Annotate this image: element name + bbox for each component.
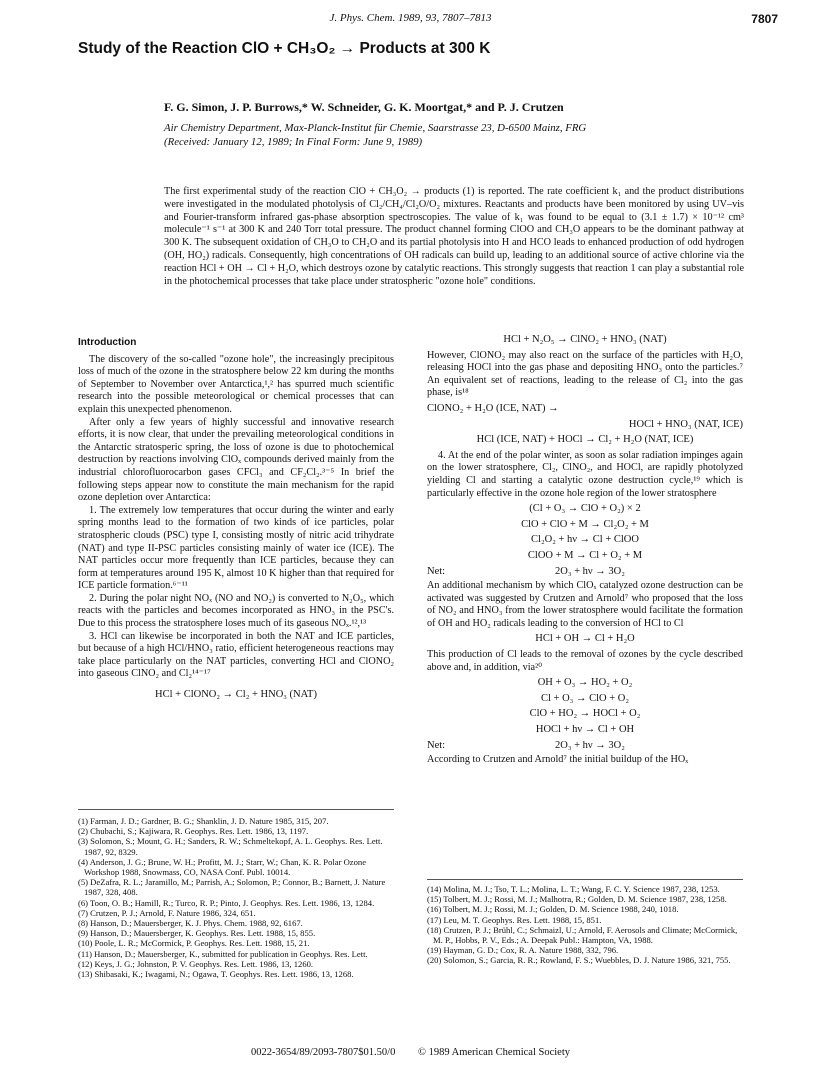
net-equation — [427, 740, 743, 753]
equation: 2O₃ + hν → 3O₂ — [555, 565, 625, 577]
page-number: 7807 — [751, 12, 778, 26]
references-right — [427, 884, 743, 966]
reference: (16) Tolbert, M. J.; Rossi, M. J.; Golden, D. M. Science 1988, 240, 1018. — [427, 904, 679, 915]
reference: (1) Farman, J. D.; Gardner, B. G.; Shanklin, J. D. Nature 1985, 315, 207. — [78, 816, 329, 826]
reference: (7) Crutzen, P. J.; Arnold, F. Nature 1986, 324, 651. — [78, 907, 256, 918]
equation: ClONO₂ + H₂O (ICE, NAT) → — [427, 402, 559, 414]
paragraph: According to Crutzen and Arnold⁷ the initial buildup of the HOₓ — [427, 754, 689, 766]
copyright: © 1989 American Chemical Society — [417, 1047, 571, 1058]
equation: OH + O₃ → HO₂ + O₂ — [537, 677, 633, 689]
references-left — [78, 816, 394, 979]
paragraph: However, ClONO₂ may also react on the surface of the particles with H₂O, releasing HOCl into the gas phase and depositing HNO₃ onto the particles.⁷ An equivalent set of reactions, leading to the release of Cl₂ into the gas phase, is¹⁸ — [427, 349, 743, 399]
paragraph: 2. During the polar night NOₓ (NO and NO₂) is converted to N₂O₅, which reacts with the particles and becomes incorporated as HNO₃ in the PSC's. Due to this process the stratosphere loses much of its gaseous NOₓ.¹²,¹³ — [78, 592, 394, 630]
reference: (13) Shibasaki, K.; Iwagami, N.; Ogawa, T. Geophys. Res. Lett. 1986, 13, 1268. — [78, 969, 354, 980]
reference: (6) Toon, O. B.; Hamill, R.; Turco, R. P.; Pinto, J. Geophys. Res. Lett. 1986, 13, 1284. — [78, 897, 375, 908]
paragraph: This production of Cl leads to the removal of ozones by the cycle described above and, in addition, via²⁰ — [427, 649, 743, 673]
equation: (Cl + O₃ → ClO + O₂) × 2 — [529, 503, 641, 515]
affiliation: Air Chemistry Department, Max-Planck-Institut für Chemie, Saarstrasse 23, D-6500 Mainz, FRG — [164, 122, 587, 134]
article-code: 0022-3654/89/2093-7807$01.50/0 — [250, 1047, 396, 1058]
net-label: Net: — [427, 739, 446, 751]
equation: HCl + N₂O₅ → ClNO₂ + HNO₃ (NAT) — [503, 334, 667, 345]
author-list: F. G. Simon, J. P. Burrows,* W. Schneider, G. K. Moortgat,* and P. J. Crutzen — [164, 100, 564, 114]
equation: HOCl + HNO₃ (NAT, ICE) — [628, 418, 743, 430]
equation: HCl + OH → Cl + H₂O — [535, 633, 635, 645]
reference: (18) Crutzen, P. J.; Brühl, C.; Schmaizl, U.; Arnold, F. Aerosols and Climate; McCormick, M. P., Hobbs, P. V., Eds.; A. Deepak Publ.: Hampton, VA, 1988. — [427, 924, 738, 946]
reference: (15) Tolbert, M. J.; Rossi, M. J.; Malhotra, R.; Golden, D. M. Science 1987, 238, 1258. — [427, 894, 727, 905]
reference: (10) Poole, L. R.; McCormick, P. Geophys. Res. Lett. 1988, 15, 21. — [78, 938, 310, 949]
equation: Cl₂O₂ + hν → Cl + ClOO — [531, 534, 639, 546]
reference: (9) Hanson, D.; Mauersberger, K. Geophys. Res. Lett. 1988, 15, 855. — [78, 928, 316, 939]
equation: HCl (ICE, NAT) + HOCl → Cl₂ + H₂O (NAT, ICE) — [476, 434, 694, 446]
reference: (19) Hayman, G. D.; Cox, R. A. Nature 1988, 332, 796. — [427, 945, 619, 956]
paragraph: The discovery of the so-called "ozone hole", the increasingly precipitous loss of much of the ozone in the stratosphere below 22 km during the months of September to November over Antarctica,¹,² has spurred much scientific research into the possible meteorological or chemical processes that can explain this unexpected phenomenon. — [78, 353, 394, 415]
abstract: The first experimental study of the reaction ClO + CH₃O₂ → products (1) is reported. The rate coefficient k₁ and the product distributions were investigated in the modulated photolysis of Cl₂/CH₄/Cl₂O/O₂ mixtures. Reactants and products have been monitored by using UV–vis and Fourier-transform infrared gas-phase absorption spectroscopies. The value of k₁ was found to be equal to (3.1 ± 1.7) × 10⁻¹² cm³ molecule⁻¹ s⁻¹ at 300 K and 240 Torr total pressure. The product channel forming ClOO and CH₃O appears to be the dominant pathway at 300 K. The subsequent oxidation of CH₃O to CH₂O and its partial photolysis into H and HCO leads to enhanced production of odd hydrogen (OH, HO₂) radicals. Consequently, high concentrations of OH radicals can build up, leading to an additional source of active chlorine via the reaction HCl + OH → Cl + H₂O, which destroys ozone by catalytic reactions. This strongly suggests that reaction 1 can play a substantial role in the photochemical processes that take place under stratospheric "ozone hole" conditions. — [164, 186, 744, 287]
footnote-rule — [78, 809, 394, 810]
reference: (5) DeZafra, R. L.; Jaramillo, M.; Parrish, A.; Solomon, P.; Connor, B.; Barnett, J. Nature 1987, 328, 408. — [78, 877, 386, 898]
page-footer — [0, 1047, 821, 1058]
net-equation — [427, 566, 743, 579]
reference: (4) Anderson, J. G.; Brune, W. H.; Profitt, M. J.; Starr, W.; Chan, K. R. Polar Ozone Workshop 1988, Snowmass, CO, NASA Conf. Publ. 10014. — [78, 856, 367, 878]
section-heading: Introduction — [78, 337, 137, 348]
paragraph: An additional mechanism by which ClOₓ catalyzed ozone destruction can be activated was suggested by Crutzen and Arnold⁷ who proposed that the loss of NO₂ and HNO₃ from the lower stratosphere would facilitate the formation of OH and HO₂ radicals leading to the conversion of HCl to Cl — [427, 580, 743, 629]
reference: (20) Solomon, S.; Garcia, R. R.; Rowland, F. S.; Wuebbles, D. J. Nature 1986, 321, 755. — [427, 955, 731, 966]
equation: HCl + ClONO₂ → Cl₂ + HNO₃ (NAT) — [155, 689, 317, 701]
equation: ClOO + M → Cl + O₂ + M — [527, 549, 643, 561]
right-column — [427, 334, 743, 767]
paragraph: 1. The extremely low temperatures that occur during the winter and early spring months lead to the formation of two kinds of ice particles, polar stratospheric clouds (PSC) type I, consisting mostly of nitric acid trihydrate (NAT) and type II-PSC particles consisting mainly of water ice (ICE). The NAT particles occur more frequently than ICE particles, because they can form at temperatures around 195 K, almost 10 K higher than that required for ICE particle formation.⁶⁻¹¹ — [78, 504, 394, 592]
journal-citation: J. Phys. Chem. 1989, 93, 7807–7813 — [329, 12, 492, 24]
equation: ClO + ClO + M → Cl₂O₂ + M — [521, 518, 649, 530]
reference: (3) Solomon, S.; Mount, G. H.; Sanders, R. W.; Schmeltekopf, A. L. Geophys. Res. Lett. 1987, 92, 8329. — [78, 836, 383, 857]
affiliation-block — [164, 121, 586, 149]
equation: HOCl + hν → Cl + OH — [535, 724, 635, 736]
received-dates: (Received: January 12, 1989; In Final Form: June 9, 1989) — [164, 136, 423, 148]
reference: (2) Chubachi, S.; Kajiwara, R. Geophys. Res. Lett. 1986, 13, 1197. — [78, 826, 309, 837]
article-title: Study of the Reaction ClO + CH₃O₂ → Products at 300 K — [78, 40, 491, 57]
left-column — [78, 337, 394, 705]
reference: (14) Molina, M. J.; Tso, T. L.; Molina, L. T.; Wang, F. C. Y. Science 1987, 238, 1253. — [427, 884, 720, 894]
equation: 2O₃ + hν → 3O₂ — [555, 739, 625, 751]
reference: (11) Hanson, D.; Mauersberger, K., submitted for publication in Geophys. Res. Lett. — [78, 948, 368, 959]
reference: (8) Hanson, D.; Mauersberger, K. J. Phys. Chem. 1988, 92, 6167. — [78, 918, 303, 929]
paragraph: After only a few years of highly successful and innovative research efforts, it is now clear, that under the prevailing meteorological conditions in the Antarctic stratosperic spring, the loss of ozone is due to photochemical destruction by reactions involving ClOₓ compounds derived mainly from the industrial chlorofluorocarbon gases CFCl₃ and CF₂Cl₂.³⁻⁵ In brief the following steps appear now to constitute the main mechanism for the rapid ozone depletion over Antarctica: — [78, 416, 394, 504]
paragraph: 4. At the end of the polar winter, as soon as solar radiation impinges again on the lower stratosphere, Cl₂, ClNO₂, and HOCl, are rapidly photolyzed yielding Cl and starting a catalytic ozone destruction cycle,¹⁹ which is particularly effective in the ozone hole region of the lower stratosphere — [427, 449, 743, 499]
equation: ClO + HO₂ → HOCl + O₂ — [529, 708, 641, 720]
equation: Cl + O₃ → ClO + O₂ — [540, 692, 629, 704]
reference: (12) Keys, J. G.; Johnston, P. V. Geophys. Res. Lett. 1986, 13, 1260. — [78, 958, 314, 969]
footnote-rule — [427, 879, 743, 880]
net-label: Net: — [427, 565, 446, 577]
paragraph: 3. HCl can likewise be incorporated in both the NAT and ICE particles, but because of a high HCl/HNO₃ ratio, efficient heterogeneous reactions may take place particularly on the NAT particles, converting HCl and ClONO₂ into gaseous ClNO₂ and Cl₂¹⁴⁻¹⁷ — [78, 630, 394, 680]
reference: (17) Leu, M. T. Geophys. Res. Lett. 1988, 15, 851. — [427, 914, 602, 925]
